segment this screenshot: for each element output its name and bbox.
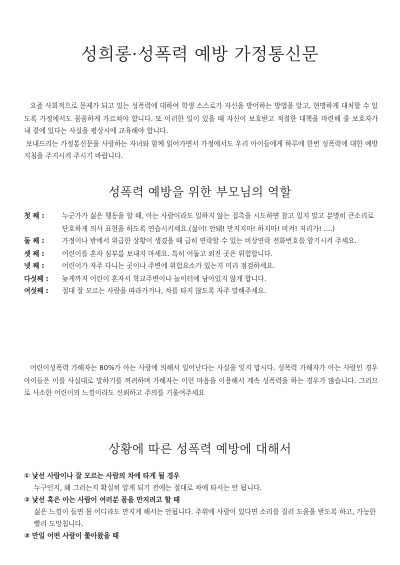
rule-key: 셋 째 :	[24, 249, 45, 258]
rule-item	[24, 285, 378, 298]
rule-item	[24, 210, 378, 235]
scenario-item	[24, 470, 378, 494]
scenario-text: 누구인지, 왜 그러는지 확실히 알게 되기 전에는 절대로 차에 타서는 안 됩니다.	[34, 484, 262, 492]
rule-text: 절대 잘 모르는 사람을 따라가거나, 차를 타지 않도록 자주 말해주세요.	[62, 287, 267, 295]
scenario-item	[24, 530, 378, 542]
rule-item	[24, 260, 378, 273]
warning-paragraph-section	[24, 362, 378, 400]
rule-item	[24, 248, 378, 261]
rule-key: 여섯째 :	[24, 287, 49, 295]
rule-text: 늦게까지 어린이 혼자서 학교주변이나 놀이터에 남아있지 않게 합니다.	[62, 274, 267, 283]
scenario-text: 싫은 느낌이 들면 몸 어디라도 만지게 해서는 안됩니다. 주위에 사람이 있다면 소리를 질러 도움을 받도록 하고, 가능한 빨리 도망칩니다.	[34, 508, 376, 528]
rules-list	[24, 210, 378, 298]
scenario-heading: ① 낯선 사람이나 잘 모르는 사람의 차에 타게 될 경우	[24, 472, 180, 480]
scenario-heading: ② 낯선 혹은 아는 사람이 여러분 몸을 만지려고 할 때	[24, 496, 180, 504]
scenario-heading: ③ 만일 어떤 사람이 쫓아왔을 때	[24, 532, 119, 540]
section-heading-parent-role: 성폭력 예방을 위한 부모님의 역할	[108, 185, 292, 199]
page-title: 성희롱·성폭력 예방 가정통신문	[81, 45, 319, 65]
rule-key: 첫 째 :	[24, 212, 45, 220]
rule-text: 어린이를 혼자 심부름 보내지 마세요. 특히 어둡고 외진 곳은 위험합니다.	[62, 249, 273, 258]
section-heading-situations: 상황에 따른 성폭력 예방에 대해서	[108, 442, 292, 456]
rule-key: 넷 째 :	[24, 262, 45, 270]
intro-section	[24, 100, 378, 163]
intro-paragraph: 요즘 사회적으로 문제가 되고 있는 성폭력에 대하여 학생 스스로가 자신을 방어하는 방법을 알고, 현명하게 대처할 수 있도록 가정에서도 꼼꼼하게 가르쳐야 합니다. 또 이러한 일이 있을 때 자신이 보호받고 적절한 대책을 마련해 줄 보호자가 내 곁에 있다는 사실을 평상시에 교육해야 합니다.	[24, 102, 378, 135]
warning-paragraph: 어린이성폭력 가해자는 80%가 아는 사람에 의해서 일어난다는 사실을 잊지 맙시다. 성폭력 가해자가 아는 사람인 경우 아이들은 이를 사실대로 말하기를 꺼려하며 가해자는 이런 마음을 이용해서 계속 성폭력을 하는 경우가 많습니다. 그러므로 사소한 어린이의 느낌이라도 신뢰하고 주의를 기울여주세요	[24, 364, 378, 397]
rule-key: 다섯째 :	[24, 274, 49, 283]
rule-text: 어린이가 자주 다니는 곳이나 주변에 위험요소가 있는지 미리 점검하세요.	[62, 262, 275, 270]
scenario-list	[24, 470, 378, 542]
intro-paragraph: 보내드리는 가정통신문을 사랑하는 자녀와 함께 읽어가면서 가정에서도 우리 아이들에게 하루에 한번 성폭력에 대한 예방지침을 주지시켜 주시기 바랍니다.	[24, 139, 378, 160]
rule-text: 누군가가 싫은 행동을 할 때, 아는 사람이라도 일하지 않는 접촉을 시도하면 참고 있지 말고 분명히 큰소리로 단호하게 의사 표현을 하도록 연습시키세요.(싫어! 안돼! 만지지마! 하지마! 비켜! 저리가! ....)	[62, 212, 374, 233]
rule-item	[24, 235, 378, 248]
rule-item	[24, 273, 378, 286]
scenario-item	[24, 494, 378, 530]
rule-key: 둘 째 :	[24, 237, 45, 245]
rule-text: 가정이나 밖에서 위급한 상황이 생겼을 때 급히 연락할 수 있는 비상연락 전화번호를 암기시켜 주세요.	[62, 237, 357, 245]
